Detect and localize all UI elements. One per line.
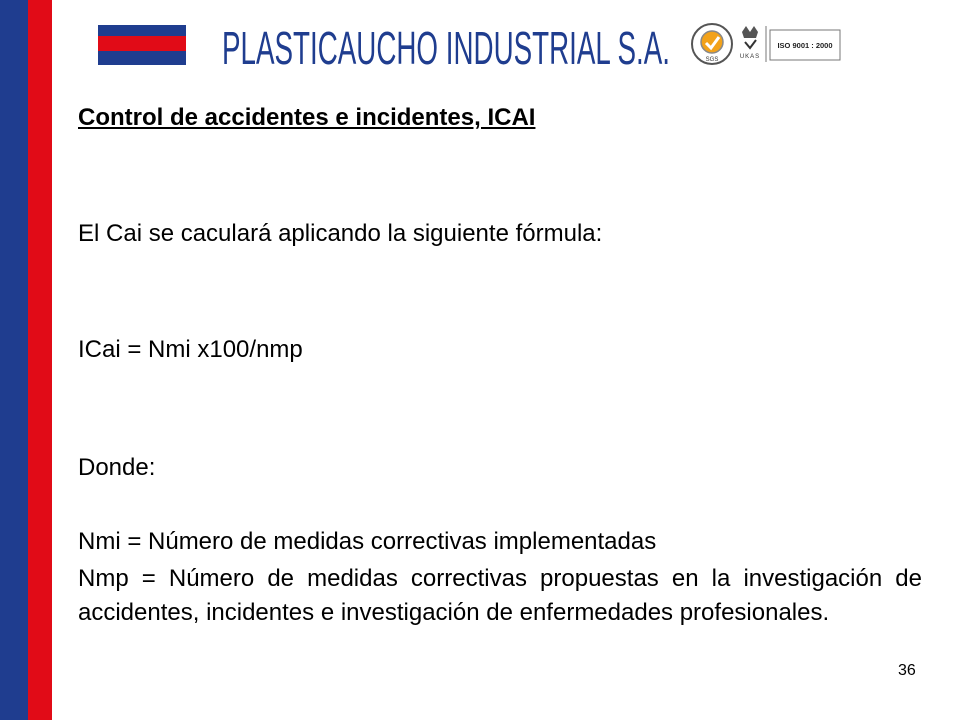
company-flag-logo	[98, 25, 186, 65]
company-name: PLASTICAUCHO INDUSTRIAL S.A.	[222, 22, 670, 72]
definition-nmi: Nmi = Número de medidas correctivas implementadas	[78, 528, 657, 555]
certification-badges	[690, 22, 842, 66]
left-red-stripe	[28, 0, 52, 720]
left-blue-stripe	[0, 0, 28, 720]
donde-label: Donde:	[78, 454, 156, 481]
sgs-seal-icon	[692, 24, 732, 64]
formula-text: ICai = Nmi x100/nmp	[78, 336, 303, 363]
company-wordmark	[222, 20, 672, 72]
sgs-label: SGS	[705, 57, 719, 63]
intro-text: El Cai se caculará aplicando la siguiente fórmula:	[78, 220, 603, 247]
page-number: 36	[898, 662, 916, 679]
slide-title: Control de accidentes e incidentes, ICAI	[78, 104, 536, 131]
iso-label: ISO 9001 : 2000	[777, 41, 833, 50]
definition-nmp: Nmp = Número de medidas correctivas propuestas en la investigación de accidentes, incidentes e investigación de enfermedades profesionales.	[78, 565, 922, 626]
ukas-crown-icon	[740, 26, 760, 60]
ukas-label: UKAS	[739, 54, 761, 60]
